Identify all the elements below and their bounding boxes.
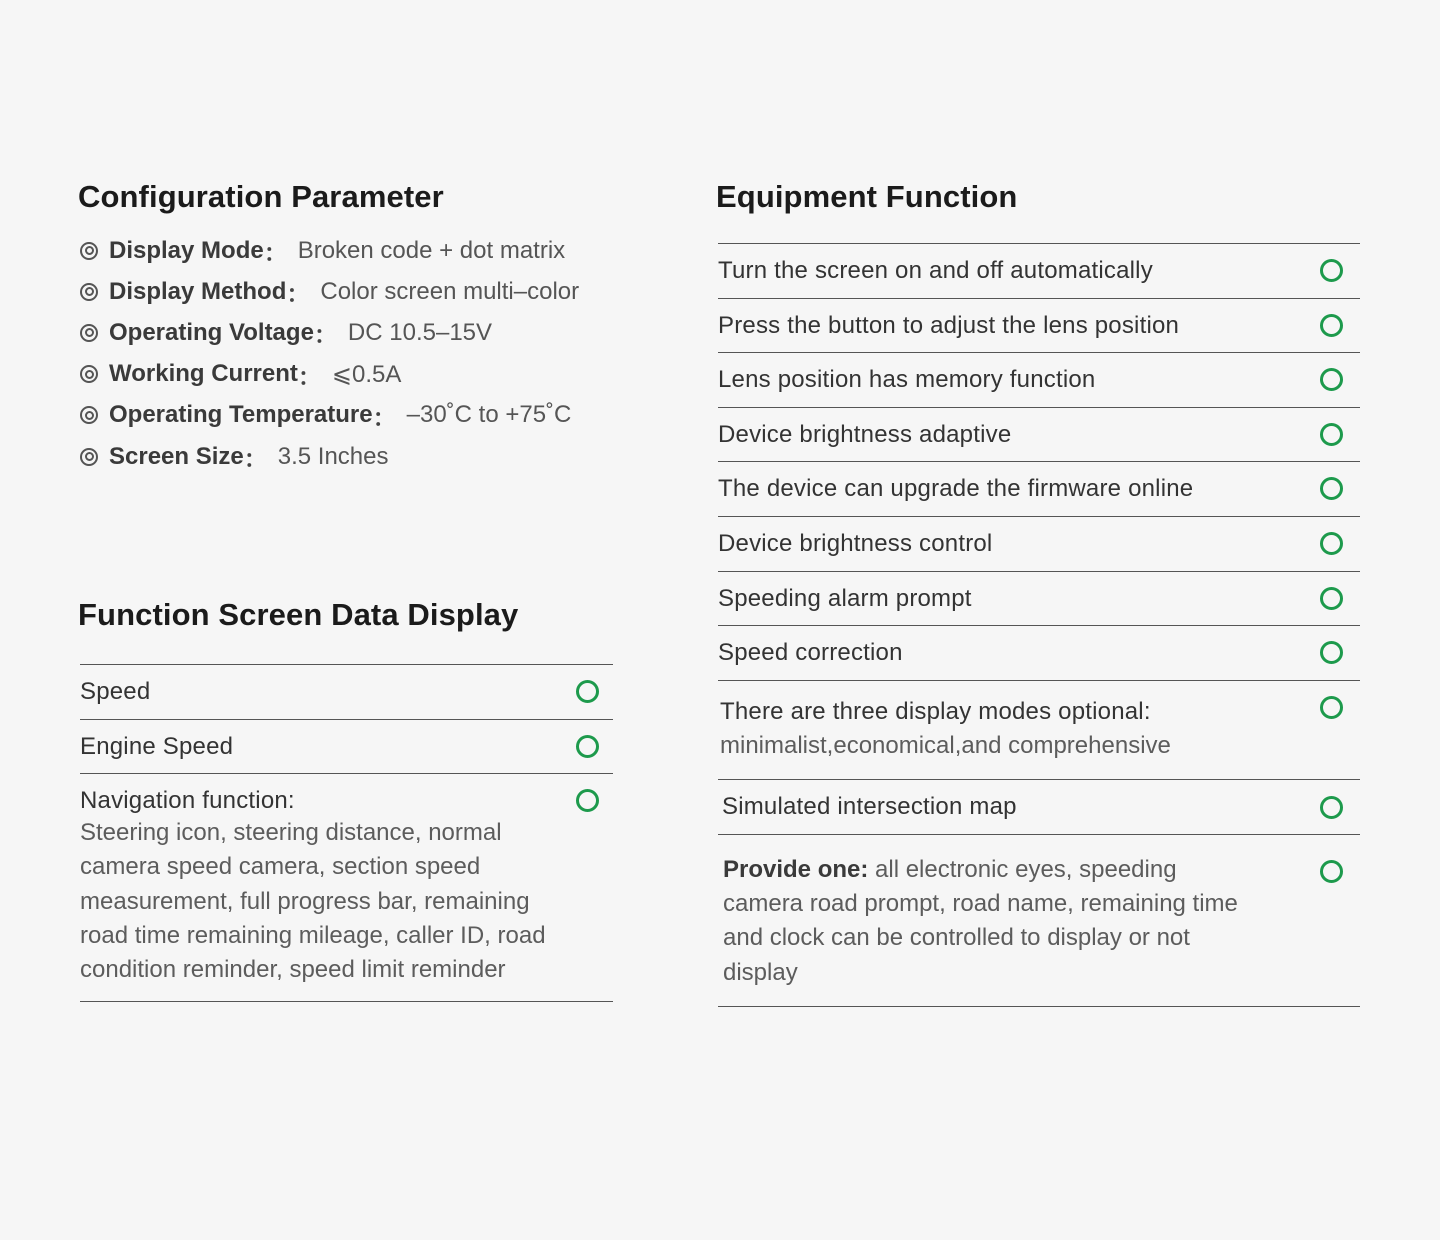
row-title: Device brightness adaptive: [718, 420, 1012, 448]
config-item-screen-size: [78, 436, 614, 477]
row-title: Simulated intersection map: [722, 793, 1017, 821]
row-title: Press the button to adjust the lens position: [718, 311, 1180, 339]
table-row: [718, 244, 1360, 299]
green-ring-icon: [1320, 796, 1343, 819]
table-row: [718, 462, 1360, 517]
table-row: [80, 774, 613, 1002]
table-row: [80, 720, 613, 775]
double-circle-bullet-icon: [80, 283, 98, 301]
configuration-list: [78, 230, 614, 477]
configuration-section: [78, 178, 614, 984]
config-item-operating-temperature: [78, 395, 614, 436]
equipment-section: [716, 178, 1360, 986]
green-ring-icon: [1320, 587, 1343, 610]
config-label: Operating Voltage: [109, 318, 314, 346]
green-ring-icon: [1320, 696, 1343, 719]
double-circle-bullet-icon: [80, 242, 98, 260]
config-separator: ：: [243, 446, 268, 474]
green-ring-icon: [1320, 259, 1343, 282]
row-title: Lens position has memory function: [718, 366, 1096, 394]
row-title: Provide one:: [723, 855, 869, 883]
green-ring-icon: [1320, 860, 1343, 883]
green-ring-icon: [1320, 532, 1343, 555]
double-circle-bullet-icon: [80, 365, 98, 383]
table-row: [718, 681, 1360, 780]
double-circle-bullet-icon: [80, 406, 98, 424]
row-title: The device can upgrade the firmware online: [718, 475, 1194, 503]
config-separator: ：: [286, 281, 311, 309]
row-title: Turn the screen on and off automatically: [718, 257, 1153, 284]
row-description: Steering icon, steering distance, normal camera speed camera, section speed measurement, full progress bar, remaining road time remaining mileage, caller ID, road condition reminder, speed limit reminder: [80, 819, 546, 984]
table-row: [718, 835, 1360, 1007]
config-value: Broken code + dot matrix: [297, 236, 566, 264]
config-separator: ：: [297, 363, 322, 391]
row-title: There are three display modes optional:: [720, 697, 1151, 725]
configuration-title: Configuration Parameter: [78, 179, 444, 214]
config-value: Color screen multi–color: [320, 277, 580, 305]
double-circle-bullet-icon: [80, 448, 98, 466]
config-value: –30˚C to +75˚C: [406, 401, 572, 429]
row-title: Speeding alarm prompt: [718, 584, 972, 612]
config-value: ⩽0.5A: [331, 360, 402, 388]
config-item-working-current: [78, 354, 614, 395]
green-ring-icon: [1320, 314, 1343, 337]
config-label: Screen Size: [109, 442, 244, 470]
table-row: [718, 780, 1360, 835]
table-row: [80, 665, 613, 720]
row-description: [723, 853, 1260, 990]
config-label: Operating Temperature: [109, 401, 373, 429]
equipment-title: Equipment Function: [716, 179, 1018, 214]
green-ring-icon: [1320, 423, 1343, 446]
config-separator: ：: [263, 240, 288, 268]
row-title: Navigation function:: [80, 787, 295, 814]
table-row: [718, 299, 1360, 354]
green-ring-icon: [576, 735, 599, 758]
config-value: 3.5 Inches: [277, 442, 389, 470]
double-circle-bullet-icon: [80, 324, 98, 342]
row-detail: all electronic eyes, speeding camera road prompt, road name, remaining time and clock can be controlled to display or not display: [723, 855, 1238, 986]
config-item-operating-voltage: [78, 312, 614, 353]
row-title: Speed correction: [718, 639, 903, 667]
row-description: minimalist,economical,and comprehensive: [720, 731, 1171, 759]
equipment-table: [718, 243, 1360, 1007]
green-ring-icon: [576, 789, 599, 812]
table-row: [718, 572, 1360, 627]
table-row: [718, 517, 1360, 572]
table-row: [718, 626, 1360, 681]
table-row: [718, 353, 1360, 408]
screen-display-title: Function Screen Data Display: [78, 597, 519, 632]
screen-display-table: [80, 664, 613, 1002]
config-separator: ：: [372, 404, 397, 432]
config-item-display-method: [78, 271, 614, 312]
config-value: DC 10.5–15V: [347, 318, 493, 346]
green-ring-icon: [1320, 641, 1343, 664]
table-row: [718, 408, 1360, 463]
row-title: Engine Speed: [80, 732, 234, 760]
row-title: Device brightness control: [718, 529, 993, 557]
config-label: Display Method: [109, 277, 287, 305]
config-item-display-mode: [78, 230, 614, 271]
config-label: Display Mode: [109, 236, 264, 264]
row-title: Speed: [80, 678, 151, 705]
green-ring-icon: [576, 680, 599, 703]
config-label: Working Current: [109, 360, 298, 388]
config-separator: ：: [313, 322, 338, 350]
